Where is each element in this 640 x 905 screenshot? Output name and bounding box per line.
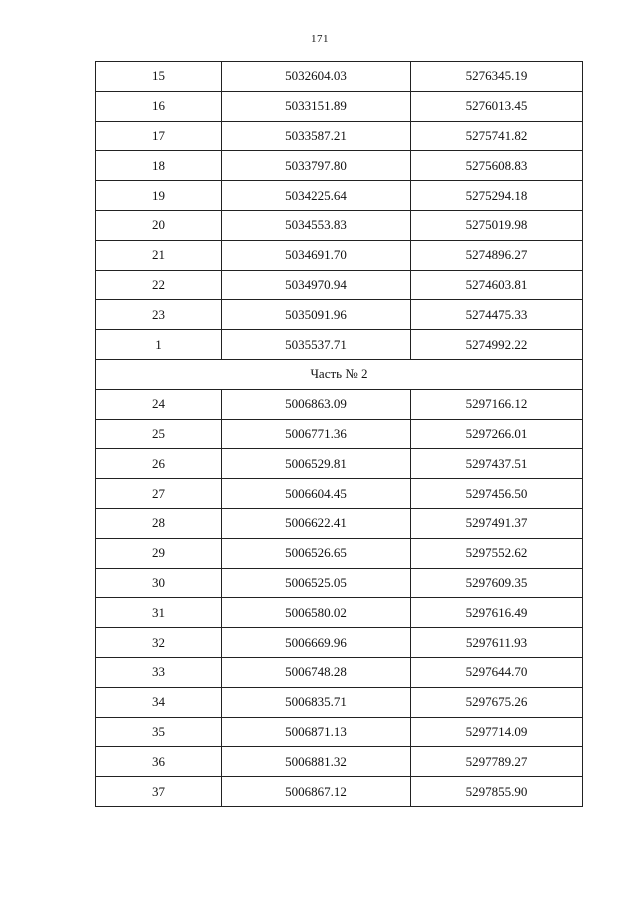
point-number-cell: 22 bbox=[96, 270, 222, 300]
x-coordinate-cell: 5006669.96 bbox=[222, 628, 411, 658]
table-row bbox=[96, 240, 583, 270]
x-coordinate-cell: 5034970.94 bbox=[222, 270, 411, 300]
table-row bbox=[96, 389, 583, 419]
table-row bbox=[96, 91, 583, 121]
x-coordinate-cell: 5032604.03 bbox=[222, 62, 411, 92]
page-number: 171 bbox=[311, 33, 329, 45]
x-coordinate-cell: 5034225.64 bbox=[222, 181, 411, 211]
point-number-cell: 1 bbox=[96, 330, 222, 360]
x-coordinate-cell: 5033587.21 bbox=[222, 121, 411, 151]
table-row bbox=[96, 300, 583, 330]
table-row bbox=[96, 687, 583, 717]
x-coordinate-cell: 5035537.71 bbox=[222, 330, 411, 360]
point-number-cell: 20 bbox=[96, 210, 222, 240]
table-row bbox=[96, 270, 583, 300]
y-coordinate-cell: 5276013.45 bbox=[411, 91, 583, 121]
point-number-cell: 15 bbox=[96, 62, 222, 92]
table-row bbox=[96, 747, 583, 777]
table-row bbox=[96, 121, 583, 151]
table-row bbox=[96, 181, 583, 211]
x-coordinate-cell: 5033797.80 bbox=[222, 151, 411, 181]
table-row bbox=[96, 568, 583, 598]
x-coordinate-cell: 5006748.28 bbox=[222, 657, 411, 687]
table-row bbox=[96, 657, 583, 687]
x-coordinate-cell: 5006867.12 bbox=[222, 777, 411, 807]
point-number-cell: 23 bbox=[96, 300, 222, 330]
y-coordinate-cell: 5276345.19 bbox=[411, 62, 583, 92]
point-number-cell: 33 bbox=[96, 657, 222, 687]
x-coordinate-cell: 5006863.09 bbox=[222, 389, 411, 419]
point-number-cell: 26 bbox=[96, 449, 222, 479]
x-coordinate-cell: 5006604.45 bbox=[222, 479, 411, 509]
y-coordinate-cell: 5274603.81 bbox=[411, 270, 583, 300]
y-coordinate-cell: 5297714.09 bbox=[411, 717, 583, 747]
x-coordinate-cell: 5006771.36 bbox=[222, 419, 411, 449]
y-coordinate-cell: 5275608.83 bbox=[411, 151, 583, 181]
point-number-cell: 29 bbox=[96, 538, 222, 568]
point-number-cell: 32 bbox=[96, 628, 222, 658]
point-number-cell: 18 bbox=[96, 151, 222, 181]
point-number-cell: 16 bbox=[96, 91, 222, 121]
y-coordinate-cell: 5297552.62 bbox=[411, 538, 583, 568]
x-coordinate-cell: 5034553.83 bbox=[222, 210, 411, 240]
y-coordinate-cell: 5297789.27 bbox=[411, 747, 583, 777]
table-row bbox=[96, 330, 583, 360]
y-coordinate-cell: 5297616.49 bbox=[411, 598, 583, 628]
y-coordinate-cell: 5275294.18 bbox=[411, 181, 583, 211]
y-coordinate-cell: 5297456.50 bbox=[411, 479, 583, 509]
point-number-cell: 30 bbox=[96, 568, 222, 598]
table-row bbox=[96, 62, 583, 92]
point-number-cell: 17 bbox=[96, 121, 222, 151]
y-coordinate-cell: 5297491.37 bbox=[411, 508, 583, 538]
x-coordinate-cell: 5006835.71 bbox=[222, 687, 411, 717]
table-row bbox=[96, 479, 583, 509]
y-coordinate-cell: 5297644.70 bbox=[411, 657, 583, 687]
table-row bbox=[96, 151, 583, 181]
x-coordinate-cell: 5034691.70 bbox=[222, 240, 411, 270]
table-row bbox=[96, 538, 583, 568]
y-coordinate-cell: 5297266.01 bbox=[411, 419, 583, 449]
point-number-cell: 27 bbox=[96, 479, 222, 509]
point-number-cell: 31 bbox=[96, 598, 222, 628]
point-number-cell: 37 bbox=[96, 777, 222, 807]
y-coordinate-cell: 5274475.33 bbox=[411, 300, 583, 330]
x-coordinate-cell: 5033151.89 bbox=[222, 91, 411, 121]
point-number-cell: 24 bbox=[96, 389, 222, 419]
point-number-cell: 21 bbox=[96, 240, 222, 270]
point-number-cell: 25 bbox=[96, 419, 222, 449]
section-title: Часть № 2 bbox=[96, 359, 583, 389]
table-row bbox=[96, 777, 583, 807]
table-row bbox=[96, 419, 583, 449]
point-number-cell: 35 bbox=[96, 717, 222, 747]
x-coordinate-cell: 5006525.05 bbox=[222, 568, 411, 598]
point-number-cell: 19 bbox=[96, 181, 222, 211]
y-coordinate-cell: 5297437.51 bbox=[411, 449, 583, 479]
y-coordinate-cell: 5297611.93 bbox=[411, 628, 583, 658]
table-row bbox=[96, 449, 583, 479]
y-coordinate-cell: 5274896.27 bbox=[411, 240, 583, 270]
point-number-cell: 28 bbox=[96, 508, 222, 538]
x-coordinate-cell: 5006871.13 bbox=[222, 717, 411, 747]
section-row bbox=[96, 359, 583, 389]
y-coordinate-cell: 5275019.98 bbox=[411, 210, 583, 240]
y-coordinate-cell: 5297609.35 bbox=[411, 568, 583, 598]
y-coordinate-cell: 5274992.22 bbox=[411, 330, 583, 360]
coordinates-table bbox=[95, 61, 583, 807]
x-coordinate-cell: 5006526.65 bbox=[222, 538, 411, 568]
coordinates-table-body bbox=[96, 62, 583, 807]
table-row bbox=[96, 717, 583, 747]
x-coordinate-cell: 5006881.32 bbox=[222, 747, 411, 777]
x-coordinate-cell: 5006529.81 bbox=[222, 449, 411, 479]
x-coordinate-cell: 5006580.02 bbox=[222, 598, 411, 628]
table-row bbox=[96, 628, 583, 658]
table-row bbox=[96, 598, 583, 628]
table-row bbox=[96, 210, 583, 240]
point-number-cell: 36 bbox=[96, 747, 222, 777]
y-coordinate-cell: 5275741.82 bbox=[411, 121, 583, 151]
x-coordinate-cell: 5035091.96 bbox=[222, 300, 411, 330]
y-coordinate-cell: 5297675.26 bbox=[411, 687, 583, 717]
x-coordinate-cell: 5006622.41 bbox=[222, 508, 411, 538]
y-coordinate-cell: 5297855.90 bbox=[411, 777, 583, 807]
table-row bbox=[96, 508, 583, 538]
y-coordinate-cell: 5297166.12 bbox=[411, 389, 583, 419]
point-number-cell: 34 bbox=[96, 687, 222, 717]
